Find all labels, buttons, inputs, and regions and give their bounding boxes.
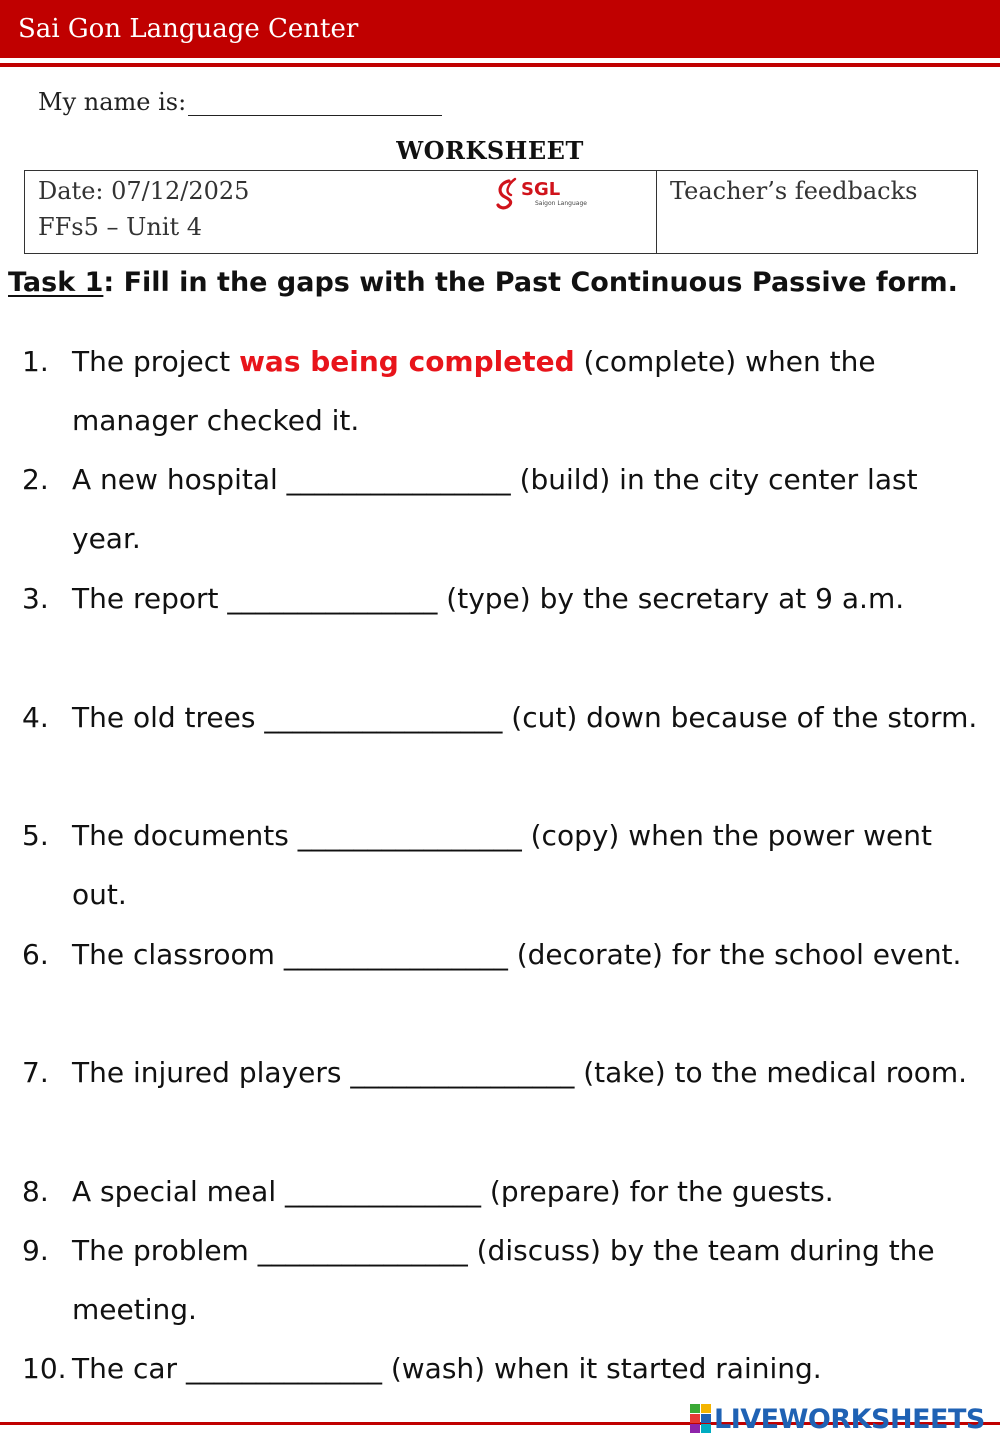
question-text: The project was being completed (complete) when the manager checked it. (72, 345, 876, 437)
logo-subtext: Saigon Language (535, 200, 587, 207)
question-number: 1. (22, 345, 49, 378)
question-number: 6. (22, 938, 49, 971)
question-number: 8. (22, 1175, 49, 1208)
feedback-cell (657, 171, 977, 253)
header-title: Sai Gon Language Center (18, 14, 359, 44)
worksheet-title: WORKSHEET (396, 136, 584, 165)
liveworksheets-logo[interactable] (690, 1402, 990, 1436)
question-text: The report _______________ (type) by the secretary at 9 a.m. (72, 582, 905, 615)
question-number: 2. (22, 463, 49, 496)
question-number: 3. (22, 582, 49, 615)
question-number: 10. (22, 1352, 67, 1385)
question-text: The documents ________________ (copy) when the power went out. (72, 819, 932, 911)
question-text: A special meal ______________ (prepare) for the guests. (72, 1175, 834, 1208)
question-text: The old trees _________________ (cut) down because of the storm. (72, 701, 978, 734)
info-box (24, 170, 978, 254)
name-label: My name is: (38, 88, 187, 116)
answer-text: was being completed (239, 345, 575, 378)
task-label: Task 1 (8, 267, 104, 298)
question-text: The car ______________ (wash) when it started raining. (72, 1352, 822, 1385)
question-number: 7. (22, 1056, 49, 1089)
question-text: A new hospital ________________ (build) in the city center last year. (72, 463, 918, 555)
date-text: Date: 07/12/2025 (38, 177, 250, 205)
info-left-cell (25, 171, 657, 253)
header-bar (0, 0, 1000, 58)
liveworksheets-text: LIVEWORKSHEETS (714, 1403, 985, 1435)
task-heading (8, 262, 968, 303)
question-number: 9. (22, 1234, 49, 1267)
logo-text: SGL (521, 179, 561, 200)
name-row (38, 88, 442, 116)
sgl-logo (495, 175, 595, 211)
question-number: 5. (22, 819, 49, 852)
unit-text: FFs5 – Unit 4 (38, 213, 203, 241)
question-text: The problem _______________ (discuss) by the team during the meeting. (72, 1234, 935, 1326)
liveworksheets-icon (690, 1404, 712, 1434)
header-divider (0, 63, 1000, 67)
question-text: The classroom ________________ (decorate) for the school event. (72, 938, 962, 971)
question-text: The injured players ________________ (take) to the medical room. (72, 1056, 968, 1089)
question-number: 4. (22, 701, 49, 734)
feedback-label: Teacher’s feedbacks (670, 177, 918, 205)
task-instruction: : Fill in the gaps with the Past Continuous Passive form. (103, 267, 958, 298)
name-blank-field[interactable] (188, 90, 442, 116)
